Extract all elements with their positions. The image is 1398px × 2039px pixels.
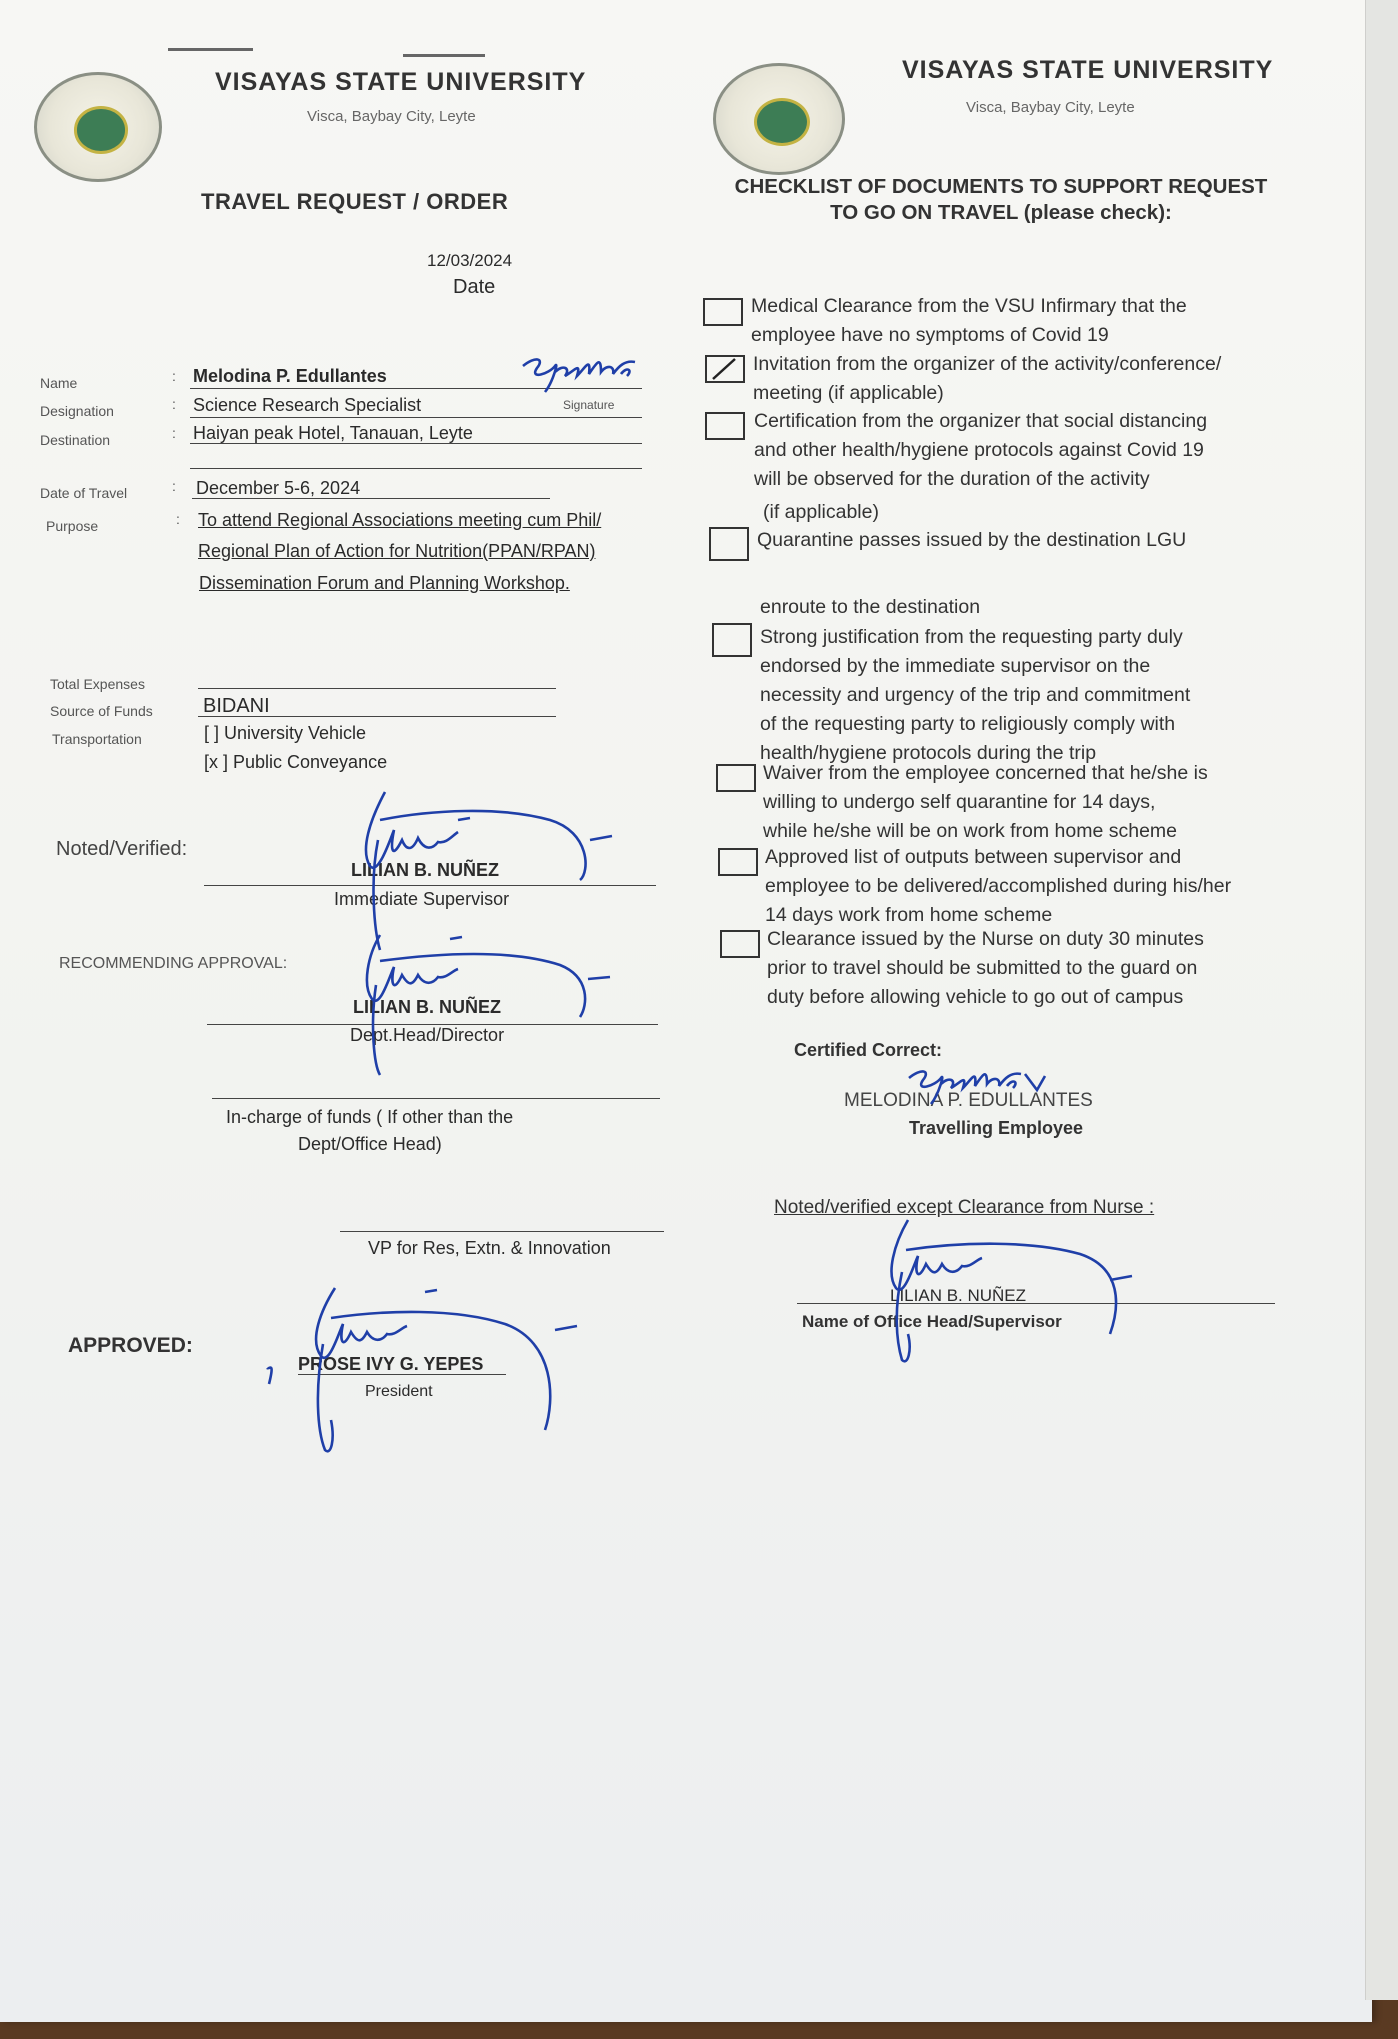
purpose-label: Purpose (46, 518, 99, 534)
date-of-travel-label: Date of Travel (40, 485, 128, 501)
approved-title: President (365, 1383, 433, 1400)
header-rule-left (168, 48, 253, 51)
name-value: Melodina P. Edullantes (193, 366, 387, 386)
checklist-title (706, 174, 1296, 226)
check-mark-icon (705, 355, 745, 383)
colon: : (172, 425, 176, 441)
recommending-approval-label: RECOMMENDING APPROVAL: (59, 955, 288, 972)
office-head-name: LILIAN B. NUÑEZ (890, 1286, 1027, 1305)
checkbox-medical-clearance[interactable] (703, 298, 743, 326)
source-of-funds-value: BIDANI (203, 695, 270, 717)
checkbox-certification[interactable] (705, 412, 745, 440)
designation-label: Designation (40, 403, 114, 419)
checkbox-approved-outputs[interactable] (718, 848, 758, 876)
colon: : (172, 478, 176, 494)
checkbox-quarantine-passes[interactable] (709, 527, 749, 561)
date-value: 12/03/2024 (427, 251, 513, 270)
university-name-right: VISAYAS STATE UNIVERSITY (902, 56, 1274, 84)
recommending-name: LILIAN B. NUÑEZ (353, 997, 501, 1017)
vp-title: VP for Res, Extn. & Innovation (368, 1238, 611, 1258)
checklist-item-medical-clearance: Medical Clearance from the VSU Infirmary that the employee have no symptoms of Covid 19 (751, 295, 1187, 346)
university-address-right: Visca, Baybay City, Leyte (966, 99, 1135, 116)
date-label: Date (453, 276, 496, 298)
approved-label: APPROVED: (68, 1334, 193, 1357)
colon: : (172, 368, 176, 384)
certified-title: Travelling Employee (909, 1118, 1084, 1138)
applicant-signature (515, 352, 645, 400)
checklist-title-line1: CHECKLIST OF DOCUMENTS TO SUPPORT REQUEST (734, 175, 1268, 198)
purpose-line-3: Dissemination Forum and Planning Workshop. (199, 573, 570, 593)
employee-signature (895, 1060, 1075, 1120)
transportation-label: Transportation (52, 731, 142, 747)
source-of-funds-line (198, 716, 556, 717)
name-label: Name (40, 375, 78, 391)
checkbox-waiver[interactable] (716, 764, 756, 792)
form-title: TRAVEL REQUEST / ORDER (201, 189, 509, 214)
total-expenses-label: Total Expenses (50, 676, 145, 692)
total-expenses-line (198, 688, 556, 689)
destination-line (190, 443, 642, 444)
incharge-label-line1: In-charge of funds ( If other than the (226, 1107, 514, 1127)
noted-verified-label: Noted/Verified: (56, 838, 188, 860)
checklist-item-waiver: Waiver from the employee concerned that he/she is willing to undergo self quarantine for 14 days, while he/she will be on work from home scheme (763, 762, 1208, 842)
designation-line (190, 417, 642, 418)
destination-value: Haiyan peak Hotel, Tanauan, Leyte (193, 423, 473, 443)
date-of-travel-line (192, 498, 550, 499)
approved-name: PROSE IVY G. YEPES (298, 1354, 484, 1374)
checklist-item-quarantine-passes: Quarantine passes issued by the destination LGU enroute to the destination (757, 529, 1187, 618)
designation-value: Science Research Specialist (193, 395, 422, 415)
transport-university-vehicle: [ ] University Vehicle (204, 723, 367, 743)
transport-public-conveyance: [x ] Public Conveyance (204, 752, 388, 772)
certified-name: MELODINA P. EDULLANTES (844, 1090, 1093, 1111)
university-seal-right (713, 63, 845, 175)
office-head-signature (860, 1210, 1180, 1380)
university-address: Visca, Baybay City, Leyte (307, 108, 476, 125)
vp-line (340, 1231, 664, 1232)
incharge-line (212, 1098, 660, 1099)
checkbox-strong-justification[interactable] (712, 623, 752, 657)
checklist-item-invitation: Invitation from the organizer of the activity/conference/ meeting (if applicable) (753, 353, 1222, 404)
destination-line-2 (190, 468, 642, 469)
noted-name: LILIAN B. NUÑEZ (351, 860, 499, 880)
checklist-item-certification: Certification from the organizer that social distancing and other health/hygiene protocols against Covid 19 will be observed for the duration of the activity (if applicable) (754, 410, 1208, 523)
university-name: VISAYAS STATE UNIVERSITY (215, 68, 587, 96)
checkbox-nurse-clearance[interactable] (720, 930, 760, 958)
date-of-travel-value: December 5-6, 2024 (196, 478, 361, 498)
president-signature (255, 1280, 595, 1460)
purpose-line-1: To attend Regional Associations meeting cum Phil/ (198, 510, 602, 530)
certified-correct-label: Certified Correct: (794, 1040, 943, 1060)
recommending-signature (340, 925, 620, 1085)
checklist-item-strong-justification: Strong justification from the requesting party duly endorsed by the immediate supervisor on the necessity and urgency of the trip and commitment of the requesting party to religiously comply with health/hygiene protocols during the trip (760, 626, 1191, 764)
checkbox-invitation[interactable] (705, 355, 745, 383)
signature-label: Signature (563, 398, 615, 412)
destination-label: Destination (40, 432, 111, 448)
university-seal-left (34, 72, 162, 182)
colon: : (176, 511, 180, 527)
header-rule-right (403, 54, 485, 57)
noted-except-label: Noted/verified except Clearance from Nurse : (774, 1197, 1155, 1218)
checklist-title-line2: TO GO ON TRAVEL (please check): (830, 201, 1172, 224)
checklist-item-nurse-clearance: Clearance issued by the Nurse on duty 30 minutes prior to travel should be submitted to the guard on duty before allowing vehicle to go out of campus (767, 928, 1204, 1008)
recommending-title: Dept.Head/Director (350, 1025, 505, 1045)
paper-stack-edge (1365, 0, 1398, 2000)
office-head-title: Name of Office Head/Supervisor (802, 1312, 1062, 1331)
colon: : (172, 396, 176, 412)
purpose-line-2: Regional Plan of Action for Nutrition(PPAN/RPAN) (198, 541, 596, 561)
source-of-funds-label: Source of Funds (50, 703, 153, 719)
incharge-label-line2: Dept/Office Head) (298, 1134, 442, 1154)
checklist-item-approved-outputs: Approved list of outputs between supervisor and employee to be delivered/accomplished during his/her 14 days work from home scheme (765, 846, 1232, 926)
noted-title: Immediate Supervisor (334, 889, 510, 909)
